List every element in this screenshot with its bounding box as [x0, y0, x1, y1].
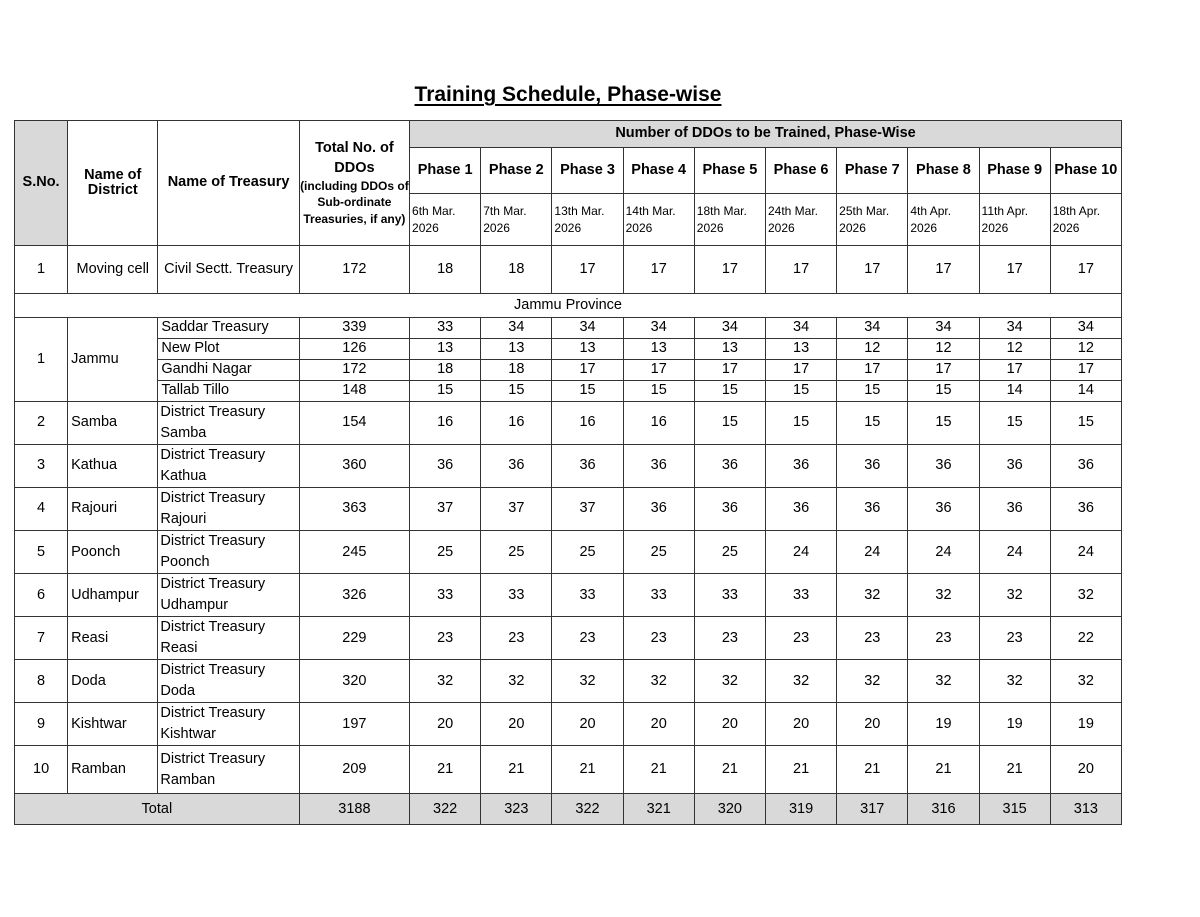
table-row — [15, 617, 1122, 660]
treasury-line: District Treasury — [160, 705, 266, 722]
phase-value-cell: 17 — [837, 246, 908, 294]
phase-value-cell: 20 — [837, 703, 908, 746]
row-total: 229 — [299, 617, 409, 660]
phase-value-cell: 23 — [623, 617, 694, 660]
phase-value-cell: 13 — [481, 339, 552, 360]
total-ddos-header-note: (including DDOs of Sub-ordinate Treasuries, if any) — [300, 179, 409, 226]
phase-value-cell: 34 — [623, 318, 694, 339]
phase-value-cell: 32 — [979, 660, 1050, 703]
phase-total-cell: 323 — [481, 794, 552, 825]
phase-value-cell: 23 — [481, 617, 552, 660]
phase-value-cell: 15 — [694, 381, 765, 402]
phase-value-cell: 21 — [979, 746, 1050, 794]
phase-value-cell: 36 — [765, 488, 836, 531]
phase-value-cell: 15 — [552, 381, 623, 402]
phase-value-cell: 21 — [552, 746, 623, 794]
province-label: Jammu Province — [15, 294, 1122, 318]
table-row — [15, 381, 1122, 402]
phase-value-cell: 34 — [908, 318, 979, 339]
row-total: 245 — [299, 531, 409, 574]
row-total: 320 — [299, 660, 409, 703]
phase-value-cell: 24 — [1050, 531, 1121, 574]
phase-value-cell: 16 — [481, 402, 552, 445]
phase-value-cell: 36 — [908, 488, 979, 531]
phase-value-cell: 34 — [1050, 318, 1121, 339]
table-row — [15, 531, 1122, 574]
phase-value-cell: 17 — [908, 246, 979, 294]
phase-value-cell: 16 — [623, 402, 694, 445]
row-district: Rajouri — [68, 488, 158, 531]
phase-value-cell: 24 — [979, 531, 1050, 574]
phase-value-cell: 33 — [410, 574, 481, 617]
phase-value-cell: 24 — [765, 531, 836, 574]
phase-value-cell: 36 — [979, 488, 1050, 531]
phase-date-header: 18th Apr. 2026 — [1050, 194, 1121, 246]
phase-value-cell: 34 — [837, 318, 908, 339]
treasury-line: Kathua — [160, 468, 207, 485]
phase-group-header: Number of DDOs to be Trained, Phase-Wise — [410, 121, 1122, 148]
treasury-line: District Treasury — [160, 404, 266, 420]
phase-total-cell: 322 — [552, 794, 623, 825]
row-sno: 1 — [15, 318, 68, 402]
treasury-line: Doda — [160, 683, 196, 700]
total-ddos-header-main: Total No. of DDOs — [315, 140, 394, 176]
phase-date-header: 25th Mar. 2026 — [837, 194, 908, 246]
table-row — [15, 660, 1122, 703]
treasury-line: Samba — [160, 425, 207, 442]
table-row — [15, 318, 1122, 339]
row-sno: 7 — [15, 617, 68, 660]
province-row — [15, 294, 1122, 318]
phase-total-cell: 320 — [694, 794, 765, 825]
row-treasury — [158, 703, 299, 746]
phase-value-cell: 32 — [1050, 660, 1121, 703]
phase-value-cell: 23 — [979, 617, 1050, 660]
row-total: 339 — [299, 318, 409, 339]
phase-label-header: Phase 10 — [1050, 148, 1121, 194]
phase-value-cell: 33 — [410, 318, 481, 339]
phase-value-cell: 37 — [481, 488, 552, 531]
phase-value-cell: 21 — [765, 746, 836, 794]
row-treasury: Civil Sectt. Treasury — [158, 246, 299, 294]
phase-value-cell: 25 — [410, 531, 481, 574]
phase-value-cell: 13 — [552, 339, 623, 360]
phase-value-cell: 32 — [410, 660, 481, 703]
table-body — [15, 246, 1122, 825]
row-district: Kishtwar — [68, 703, 158, 746]
phase-value-cell: 20 — [765, 703, 836, 746]
phase-value-cell: 32 — [837, 574, 908, 617]
row-treasury — [158, 531, 299, 574]
phase-date-header: 7th Mar. 2026 — [481, 194, 552, 246]
row-total: 363 — [299, 488, 409, 531]
row-treasury: New Plot — [158, 339, 299, 360]
treasury-line: District Treasury — [160, 447, 266, 464]
phase-value-cell: 22 — [1050, 617, 1121, 660]
phase-value-cell: 36 — [837, 488, 908, 531]
phase-value-cell: 36 — [481, 445, 552, 488]
total-label: Total — [15, 794, 300, 825]
phase-value-cell: 33 — [552, 574, 623, 617]
phase-value-cell: 34 — [765, 318, 836, 339]
row-treasury — [158, 488, 299, 531]
phase-value-cell: 19 — [908, 703, 979, 746]
row-total: 360 — [299, 445, 409, 488]
phase-value-cell: 36 — [694, 445, 765, 488]
phase-value-cell: 18 — [410, 246, 481, 294]
phase-value-cell: 20 — [694, 703, 765, 746]
moving-cell-row — [15, 246, 1122, 294]
treasury-line: Ramban — [160, 771, 216, 788]
phase-value-cell: 20 — [623, 703, 694, 746]
phase-value-cell: 36 — [765, 445, 836, 488]
phase-value-cell: 23 — [837, 617, 908, 660]
phase-value-cell: 17 — [908, 360, 979, 381]
row-district: Reasi — [68, 617, 158, 660]
phase-value-cell: 36 — [410, 445, 481, 488]
sno-header: S.No. — [15, 121, 68, 246]
training-schedule-table — [14, 120, 1122, 825]
phase-value-cell: 34 — [552, 318, 623, 339]
phase-value-cell: 15 — [1050, 402, 1121, 445]
phase-value-cell: 15 — [410, 381, 481, 402]
phase-value-cell: 12 — [837, 339, 908, 360]
phase-value-cell: 15 — [908, 402, 979, 445]
phase-label-header: Phase 6 — [765, 148, 836, 194]
page-title-text: Training Schedule, Phase-wise — [414, 83, 722, 106]
phase-value-cell: 36 — [908, 445, 979, 488]
phase-value-cell: 15 — [481, 381, 552, 402]
row-sno: 9 — [15, 703, 68, 746]
phase-date-header: 11th Apr. 2026 — [979, 194, 1050, 246]
phase-value-cell: 20 — [481, 703, 552, 746]
phase-value-cell: 33 — [481, 574, 552, 617]
phase-value-cell: 15 — [765, 402, 836, 445]
row-district: Moving cell — [68, 246, 158, 294]
phase-value-cell: 21 — [908, 746, 979, 794]
row-district: Poonch — [68, 531, 158, 574]
phase-date-header: 13th Mar. 2026 — [552, 194, 623, 246]
treasury-line: Reasi — [160, 640, 198, 657]
phase-value-cell: 23 — [552, 617, 623, 660]
phase-value-cell: 17 — [979, 360, 1050, 381]
phase-label-header: Phase 5 — [694, 148, 765, 194]
phase-value-cell: 36 — [1050, 488, 1121, 531]
row-treasury — [158, 617, 299, 660]
phase-value-cell: 13 — [765, 339, 836, 360]
phase-total-cell: 319 — [765, 794, 836, 825]
treasury-line: Kishtwar — [160, 726, 216, 743]
phase-value-cell: 34 — [694, 318, 765, 339]
phase-value-cell: 32 — [623, 660, 694, 703]
table-row — [15, 746, 1122, 794]
phase-value-cell: 36 — [552, 445, 623, 488]
phase-value-cell: 36 — [979, 445, 1050, 488]
row-district: Samba — [68, 402, 158, 445]
phase-value-cell: 17 — [552, 360, 623, 381]
grand-total-cell: 3188 — [299, 794, 409, 825]
phase-value-cell: 13 — [623, 339, 694, 360]
phase-value-cell: 20 — [1050, 746, 1121, 794]
total-ddos-header — [299, 121, 409, 246]
phase-value-cell: 32 — [552, 660, 623, 703]
row-sno: 10 — [15, 746, 68, 794]
treasury-line: Rajouri — [160, 511, 207, 528]
phase-date-header: 14th Mar. 2026 — [623, 194, 694, 246]
phase-date-header: 24th Mar. 2026 — [765, 194, 836, 246]
phase-label-header: Phase 4 — [623, 148, 694, 194]
phase-label-header: Phase 3 — [552, 148, 623, 194]
phase-value-cell: 32 — [908, 574, 979, 617]
phase-value-cell: 18 — [410, 360, 481, 381]
phase-value-cell: 32 — [837, 660, 908, 703]
phase-total-cell: 313 — [1050, 794, 1121, 825]
phase-value-cell: 17 — [765, 360, 836, 381]
row-sno: 8 — [15, 660, 68, 703]
phase-value-cell: 23 — [908, 617, 979, 660]
row-district: Kathua — [68, 445, 158, 488]
phase-date-header: 4th Apr. 2026 — [908, 194, 979, 246]
phase-value-cell: 23 — [694, 617, 765, 660]
phase-value-cell: 17 — [1050, 360, 1121, 381]
phase-value-cell: 36 — [623, 445, 694, 488]
phase-label-header: Phase 8 — [908, 148, 979, 194]
row-district: Udhampur — [68, 574, 158, 617]
row-total: 197 — [299, 703, 409, 746]
phase-value-cell: 20 — [552, 703, 623, 746]
row-district: Jammu — [68, 318, 158, 402]
phase-value-cell: 21 — [410, 746, 481, 794]
phase-total-cell: 321 — [623, 794, 694, 825]
row-total: 172 — [299, 246, 409, 294]
row-sno: 3 — [15, 445, 68, 488]
page-title — [0, 83, 1136, 107]
phase-value-cell: 13 — [410, 339, 481, 360]
treasury-line: District Treasury — [160, 576, 266, 593]
treasury-line: District Treasury — [160, 619, 266, 636]
phase-value-cell: 32 — [694, 660, 765, 703]
phase-value-cell: 25 — [552, 531, 623, 574]
phase-value-cell: 33 — [623, 574, 694, 617]
phase-value-cell: 24 — [837, 531, 908, 574]
row-sno: 5 — [15, 531, 68, 574]
phase-value-cell: 17 — [694, 246, 765, 294]
phase-label-header: Phase 9 — [979, 148, 1050, 194]
table-row — [15, 445, 1122, 488]
phase-value-cell: 37 — [552, 488, 623, 531]
phase-value-cell: 32 — [1050, 574, 1121, 617]
table-row — [15, 339, 1122, 360]
phase-value-cell: 16 — [552, 402, 623, 445]
phase-label-header: Phase 1 — [410, 148, 481, 194]
phase-value-cell: 21 — [481, 746, 552, 794]
row-treasury — [158, 574, 299, 617]
phase-value-cell: 33 — [694, 574, 765, 617]
row-district: Doda — [68, 660, 158, 703]
total-row — [15, 794, 1122, 825]
row-total: 154 — [299, 402, 409, 445]
phase-value-cell: 23 — [765, 617, 836, 660]
phase-value-cell: 32 — [908, 660, 979, 703]
row-treasury: Tallab Tillo — [158, 381, 299, 402]
phase-value-cell: 19 — [1050, 703, 1121, 746]
phase-value-cell: 24 — [908, 531, 979, 574]
phase-value-cell: 25 — [694, 531, 765, 574]
table-header — [15, 121, 1122, 246]
phase-value-cell: 33 — [765, 574, 836, 617]
treasury-line: Poonch — [160, 554, 210, 571]
phase-date-header: 6th Mar. 2026 — [410, 194, 481, 246]
phase-value-cell: 17 — [765, 246, 836, 294]
phase-value-cell: 25 — [481, 531, 552, 574]
row-sno: 6 — [15, 574, 68, 617]
phase-value-cell: 15 — [837, 381, 908, 402]
phase-value-cell: 18 — [481, 360, 552, 381]
phase-value-cell: 21 — [623, 746, 694, 794]
row-treasury — [158, 402, 299, 445]
phase-value-cell: 34 — [979, 318, 1050, 339]
table-row — [15, 360, 1122, 381]
row-total: 126 — [299, 339, 409, 360]
phase-value-cell: 23 — [410, 617, 481, 660]
phase-value-cell: 32 — [979, 574, 1050, 617]
phase-value-cell: 17 — [552, 246, 623, 294]
phase-value-cell: 16 — [410, 402, 481, 445]
phase-value-cell: 17 — [623, 360, 694, 381]
phase-value-cell: 17 — [623, 246, 694, 294]
table-row — [15, 402, 1122, 445]
phase-date-header: 18th Mar. 2026 — [694, 194, 765, 246]
treasury-line: District Treasury — [160, 750, 266, 767]
row-district: Ramban — [68, 746, 158, 794]
row-total: 148 — [299, 381, 409, 402]
phase-value-cell: 14 — [1050, 381, 1121, 402]
treasury-line: Udhampur — [160, 597, 229, 614]
row-treasury — [158, 445, 299, 488]
row-treasury — [158, 660, 299, 703]
treasury-line: District Treasury — [160, 490, 266, 507]
phase-value-cell: 32 — [481, 660, 552, 703]
phase-value-cell: 20 — [410, 703, 481, 746]
row-sno: 2 — [15, 402, 68, 445]
phase-value-cell: 36 — [623, 488, 694, 531]
phase-total-cell: 322 — [410, 794, 481, 825]
phase-value-cell: 12 — [908, 339, 979, 360]
phase-value-cell: 36 — [1050, 445, 1121, 488]
phase-value-cell: 18 — [481, 246, 552, 294]
phase-label-header: Phase 7 — [837, 148, 908, 194]
table-row — [15, 488, 1122, 531]
phase-value-cell: 32 — [765, 660, 836, 703]
phase-value-cell: 14 — [979, 381, 1050, 402]
phase-value-cell: 17 — [1050, 246, 1121, 294]
phase-value-cell: 25 — [623, 531, 694, 574]
phase-value-cell: 17 — [837, 360, 908, 381]
phase-value-cell: 34 — [481, 318, 552, 339]
row-total: 172 — [299, 360, 409, 381]
phase-value-cell: 12 — [979, 339, 1050, 360]
row-treasury: Saddar Treasury — [158, 318, 299, 339]
table-row — [15, 574, 1122, 617]
phase-value-cell: 17 — [979, 246, 1050, 294]
phase-label-header: Phase 2 — [481, 148, 552, 194]
treasury-line: District Treasury — [160, 662, 266, 679]
phase-value-cell: 15 — [765, 381, 836, 402]
phase-value-cell: 15 — [908, 381, 979, 402]
row-sno: 1 — [15, 246, 68, 294]
phase-value-cell: 15 — [837, 402, 908, 445]
phase-total-cell: 316 — [908, 794, 979, 825]
phase-value-cell: 15 — [694, 402, 765, 445]
phase-value-cell: 13 — [694, 339, 765, 360]
treasury-header: Name of Treasury — [158, 121, 299, 246]
table-row — [15, 703, 1122, 746]
phase-value-cell: 12 — [1050, 339, 1121, 360]
phase-value-cell: 36 — [694, 488, 765, 531]
row-treasury: Gandhi Nagar — [158, 360, 299, 381]
phase-value-cell: 15 — [623, 381, 694, 402]
phase-value-cell: 15 — [979, 402, 1050, 445]
phase-value-cell: 21 — [694, 746, 765, 794]
phase-value-cell: 19 — [979, 703, 1050, 746]
phase-total-cell: 317 — [837, 794, 908, 825]
row-total: 209 — [299, 746, 409, 794]
phase-total-cell: 315 — [979, 794, 1050, 825]
row-treasury — [158, 746, 299, 794]
treasury-line: District Treasury — [160, 533, 266, 550]
phase-value-cell: 36 — [837, 445, 908, 488]
phase-value-cell: 17 — [694, 360, 765, 381]
row-sno: 4 — [15, 488, 68, 531]
phase-value-cell: 21 — [837, 746, 908, 794]
phase-value-cell: 37 — [410, 488, 481, 531]
district-header: Name of District — [68, 121, 158, 246]
row-total: 326 — [299, 574, 409, 617]
